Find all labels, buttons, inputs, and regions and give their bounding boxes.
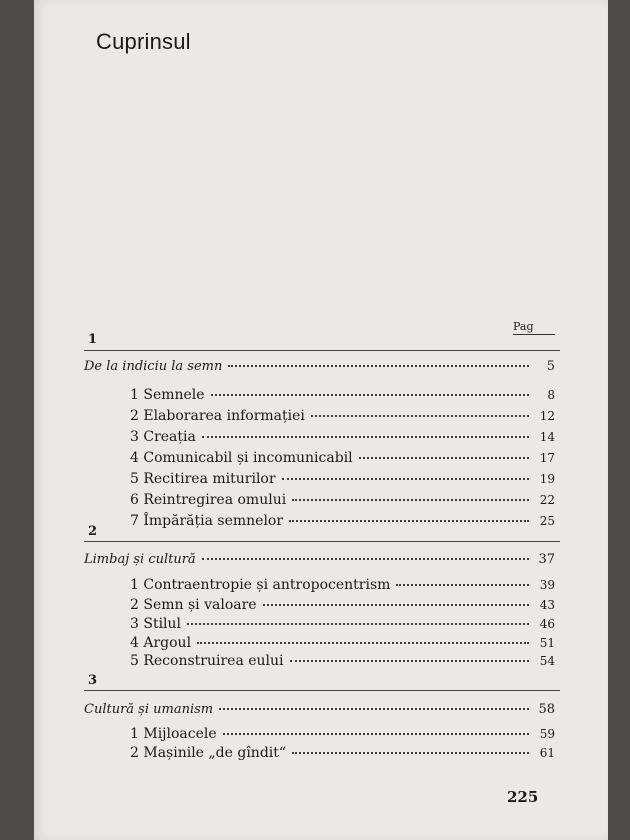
chapter-title: 5 Reconstruirea eului: [130, 653, 284, 669]
dot-leader: [359, 457, 529, 459]
dot-leader: [396, 584, 529, 586]
chapter-page: 46: [539, 617, 555, 631]
chapter-entry: [130, 408, 555, 426]
section-title: Cultură și umanism: [84, 702, 214, 717]
page-column-label: Pag: [513, 320, 534, 333]
chapter-page: 54: [539, 654, 555, 668]
chapter-page: 25: [539, 514, 555, 528]
chapter-title: 1 Contraentropie și antropocentrism: [130, 577, 391, 593]
dot-leader: [263, 604, 529, 606]
chapter-title: 2 Semn și valoare: [130, 597, 257, 613]
chapter-page: 14: [539, 430, 555, 444]
chapter-entry: [130, 387, 555, 405]
section-entry: [84, 359, 555, 377]
chapter-page: 19: [539, 472, 555, 486]
chapter-entry: [130, 429, 555, 447]
dot-leader: [223, 733, 529, 735]
section-page: 5: [546, 359, 555, 374]
dot-leader: [202, 436, 529, 438]
dot-leader: [211, 394, 529, 396]
part-divider: [84, 541, 560, 542]
chapter-entry: [130, 616, 555, 634]
book-page: [34, 0, 608, 840]
dot-leader: [289, 520, 529, 522]
dot-leader: [197, 642, 529, 644]
chapter-page: 22: [539, 493, 555, 507]
dot-leader: [290, 660, 529, 662]
dot-leader: [228, 365, 529, 367]
chapter-title: 2 Elaborarea informației: [130, 408, 305, 424]
chapter-entry: [130, 471, 555, 489]
chapter-title: 1 Semnele: [130, 387, 205, 403]
chapter-entry: [130, 513, 555, 531]
chapter-entry: [130, 577, 555, 595]
page-column-underline: [513, 334, 555, 335]
chapter-entry: [130, 492, 555, 510]
dot-leader: [202, 558, 529, 560]
chapter-page: 51: [539, 636, 555, 650]
page-number: 225: [507, 788, 539, 806]
chapter-entry: [130, 635, 555, 653]
chapter-title: 4 Argoul: [130, 635, 192, 651]
chapter-page: 17: [539, 451, 555, 465]
chapter-title: 6 Reintregirea omului: [130, 492, 287, 508]
part-number: 3: [88, 673, 98, 688]
chapter-page: 43: [539, 598, 555, 612]
chapter-entry: [130, 726, 555, 744]
dot-leader: [292, 752, 529, 754]
section-entry: [84, 552, 555, 570]
chapter-title: 1 Mijloacele: [130, 726, 217, 742]
section-title: Limbaj și cultură: [84, 552, 196, 567]
chapter-title: 4 Comunicabil și incomunicabil: [130, 450, 353, 466]
chapter-title: 2 Mașinile „de gîndit“: [130, 745, 287, 761]
section-title: De la indiciu la semn: [84, 359, 223, 374]
chapter-entry: [130, 745, 555, 763]
chapter-page: 8: [547, 388, 555, 402]
chapter-page: 61: [539, 746, 555, 760]
dot-leader: [282, 478, 529, 480]
section-page: 37: [538, 552, 555, 567]
dot-leader: [311, 415, 529, 417]
chapter-page: 39: [539, 578, 555, 592]
chapter-entry: [130, 653, 555, 671]
dot-leader: [292, 499, 529, 501]
part-number: 2: [88, 524, 98, 539]
dot-leader: [187, 623, 529, 625]
chapter-title: 3 Stilul: [130, 616, 182, 632]
part-divider: [84, 350, 560, 351]
chapter-page: 59: [539, 727, 555, 741]
chapter-page: 12: [539, 409, 555, 423]
chapter-title: 5 Recitirea miturilor: [130, 471, 276, 487]
chapter-entry: [130, 450, 555, 468]
page-title: Cuprinsul: [96, 29, 191, 54]
dot-leader: [219, 708, 529, 710]
chapter-entry: [130, 597, 555, 615]
part-divider: [84, 690, 560, 691]
chapter-title: 3 Creația: [130, 429, 196, 445]
part-number: 1: [88, 332, 98, 347]
section-page: 58: [538, 702, 555, 717]
section-entry: [84, 702, 555, 720]
chapter-title: 7 Împărăția semnelor: [130, 513, 284, 529]
